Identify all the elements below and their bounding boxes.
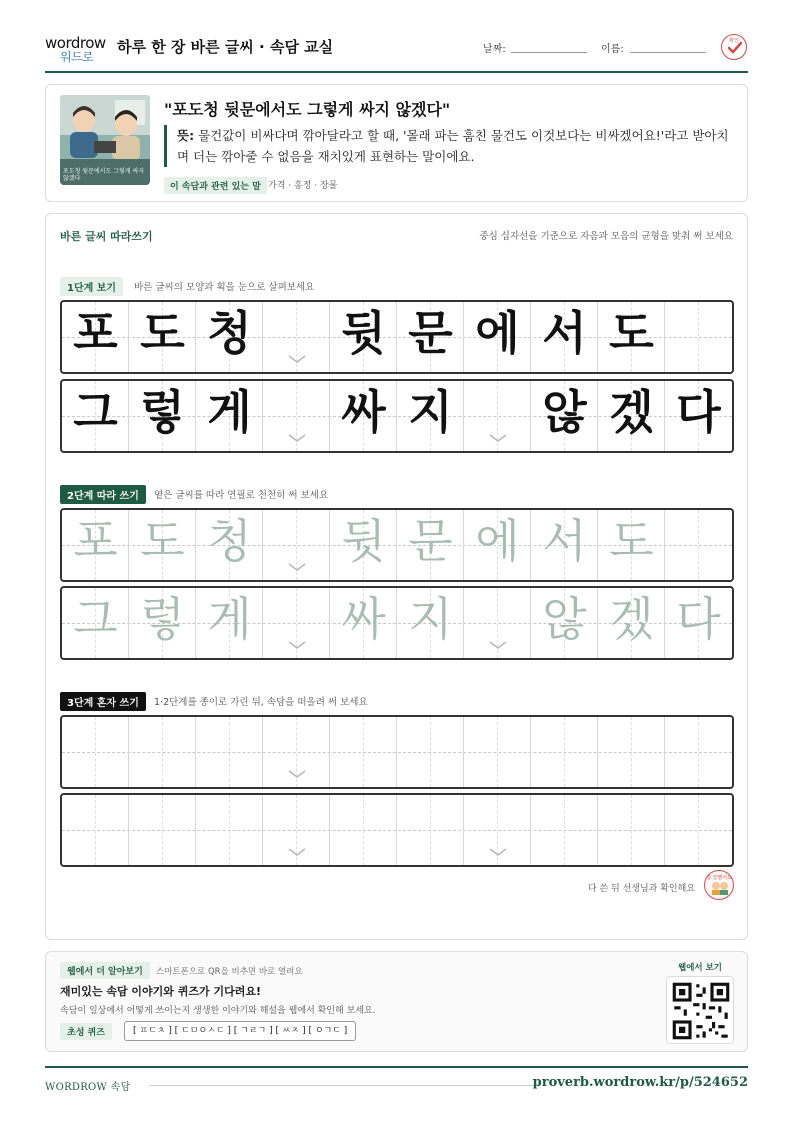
- grid-cell: [62, 302, 129, 372]
- grid-char: 포: [73, 306, 118, 360]
- kids-icon: [711, 881, 729, 895]
- grid-cell: [196, 381, 263, 451]
- grid-cell[interactable]: [464, 795, 531, 865]
- grid-cell: [196, 510, 263, 580]
- name-field[interactable]: [630, 52, 706, 53]
- grid-char: 그: [73, 592, 118, 646]
- page-footer: [45, 1066, 748, 1096]
- grid-cell: [531, 588, 598, 658]
- space-mark-icon: [287, 354, 307, 364]
- grid-cell: [62, 588, 129, 658]
- grid-char: 서: [542, 514, 587, 568]
- grid-cell: [196, 302, 263, 372]
- meaning-text: 물건값이 비싸다며 깎아달라고 할 때, '몰래 파는 훔친 물건도 이것보다는 비싸겠어요!'라고 받아치며 더는 깎아줄 수 없음을 재치있게 표현하는 말이에요.: [177, 128, 729, 164]
- qr-icon: [668, 978, 734, 1044]
- stage1-hint: 바른 글씨의 모양과 획을 눈으로 살펴보세요: [134, 282, 315, 293]
- grid-char: 않: [542, 385, 587, 439]
- teacher-stamp: [704, 870, 734, 900]
- more-tag: 웹에서 더 알아보기: [60, 962, 150, 979]
- stage2-line2[interactable]: [60, 586, 734, 660]
- grid-cell: [129, 588, 196, 658]
- grid-cell: [397, 510, 464, 580]
- grid-cell[interactable]: [62, 795, 129, 865]
- proverb-meaning: [164, 125, 734, 167]
- stage2-line1[interactable]: [60, 508, 734, 582]
- grid-cell[interactable]: [531, 795, 598, 865]
- grid-char: 겠: [609, 592, 654, 646]
- grid-char: 싸: [341, 385, 386, 439]
- stage3-label: 3단계 혼자 쓰기: [60, 692, 146, 711]
- logo-top-text: wordrow: [45, 34, 106, 52]
- grid-cell: [531, 510, 598, 580]
- teacher-note: 다 쓴 뒤 선생님과 확인해요: [587, 884, 695, 894]
- grid-cell[interactable]: [598, 795, 665, 865]
- grid-cell: [598, 302, 665, 372]
- stage3-line1[interactable]: [60, 715, 734, 789]
- grid-cell: [598, 588, 665, 658]
- name-label: 이름:: [601, 44, 624, 55]
- grid-char: 뒷: [341, 514, 386, 568]
- web-more-box: [45, 951, 748, 1052]
- stage2-label: 2단계 따라 쓰기: [60, 485, 146, 504]
- grid-cell: [665, 510, 732, 580]
- grid-cell[interactable]: [330, 795, 397, 865]
- grid-cell: [129, 510, 196, 580]
- grid-char: 렇: [140, 592, 185, 646]
- footer-divider: [149, 1085, 536, 1086]
- grid-char: 다: [676, 592, 721, 646]
- grid-char: 서: [542, 306, 587, 360]
- grid-char: 포: [73, 514, 118, 568]
- grid-cell: [330, 588, 397, 658]
- more-hint: 스마트폰으로 QR을 비추면 바로 열려요: [156, 967, 303, 977]
- grid-char: 지: [408, 385, 453, 439]
- grid-char: 에: [475, 306, 520, 360]
- grid-cell: [330, 302, 397, 372]
- practice-title: 바른 글씨 따라쓰기: [60, 230, 153, 243]
- grid-cell: [330, 381, 397, 451]
- grid-cell[interactable]: [531, 717, 598, 787]
- grid-char: 그: [73, 385, 118, 439]
- grid-cell[interactable]: [397, 717, 464, 787]
- footer-url[interactable]: proverb.wordrow.kr/p/524652: [532, 1075, 748, 1090]
- grid-cell[interactable]: [196, 717, 263, 787]
- grid-cell: [665, 381, 732, 451]
- practice-hint: 중심 십자선을 기준으로 자음과 모음의 균형을 맞춰 써 보세요: [479, 231, 733, 242]
- space-mark-icon: [287, 433, 307, 443]
- grid-cell: [263, 510, 330, 580]
- related-label: 이 속담과 관련 있는 말: [164, 177, 267, 194]
- more-title: 재미있는 속담 이야기와 퀴즈가 기다려요!: [60, 985, 261, 998]
- grid-cell[interactable]: [330, 717, 397, 787]
- grid-cell[interactable]: [129, 717, 196, 787]
- stage1-line1: [60, 300, 734, 374]
- space-mark-icon: [287, 562, 307, 572]
- grid-char: 지: [408, 592, 453, 646]
- grid-char: 도: [609, 306, 654, 360]
- stage3-line2[interactable]: [60, 793, 734, 867]
- grid-cell: [62, 510, 129, 580]
- meaning-label: 뜻:: [177, 128, 195, 143]
- grid-char: 청: [207, 514, 252, 568]
- grid-cell: [263, 381, 330, 451]
- grid-cell: [464, 381, 531, 451]
- grid-cell: [129, 302, 196, 372]
- grid-cell: [397, 381, 464, 451]
- grid-char: 않: [542, 592, 587, 646]
- web-view-label: 웹에서 보기: [677, 963, 722, 973]
- date-label: 날짜:: [483, 44, 506, 55]
- proverb-card: [45, 84, 748, 202]
- grid-cell: [665, 302, 732, 372]
- illustration-caption: 포도청 뒷문에서도 그렇게 싸지 않겠다: [63, 168, 145, 182]
- grid-cell[interactable]: [665, 795, 732, 865]
- grid-char: 렇: [140, 385, 185, 439]
- footer-brand: WORDROW 속담: [45, 1082, 131, 1093]
- stage3-hint: 1·2단계를 종이로 가린 뒤, 속담을 떠올려 써 보세요: [154, 697, 368, 708]
- space-mark-icon: [488, 847, 508, 857]
- grid-char: 게: [207, 385, 252, 439]
- grid-char: 도: [609, 514, 654, 568]
- qr-code[interactable]: [666, 976, 734, 1044]
- logo-bottom-text: 워드로: [60, 50, 94, 64]
- space-mark-icon: [287, 769, 307, 779]
- wordrow-logo: [45, 34, 107, 64]
- related-words: 가격 · 흥정 · 장물: [268, 181, 338, 191]
- grid-char: 청: [207, 306, 252, 360]
- grid-cell: [665, 588, 732, 658]
- stage2-hint: 옅은 글씨를 따라 연필로 천천히 써 보세요: [154, 490, 329, 501]
- grid-cell: [62, 381, 129, 451]
- space-mark-icon: [287, 640, 307, 650]
- grid-cell[interactable]: [263, 795, 330, 865]
- grid-char: 싸: [341, 592, 386, 646]
- grid-cell: [263, 588, 330, 658]
- grid-cell: [598, 510, 665, 580]
- grid-cell: [397, 302, 464, 372]
- grid-cell: [129, 381, 196, 451]
- grid-cell[interactable]: [665, 717, 732, 787]
- stamp-text: 확인: [729, 38, 739, 44]
- grid-char: 문: [408, 306, 453, 360]
- grid-char: 도: [140, 306, 185, 360]
- check-stamp: [721, 34, 747, 60]
- grid-cell[interactable]: [598, 717, 665, 787]
- grid-cell: [464, 302, 531, 372]
- check-icon: [728, 42, 742, 54]
- grid-char: 다: [676, 385, 721, 439]
- space-mark-icon: [488, 640, 508, 650]
- grid-cell: [531, 302, 598, 372]
- grid-cell[interactable]: [464, 717, 531, 787]
- grid-cell: [464, 588, 531, 658]
- grid-char: 겠: [609, 385, 654, 439]
- page-title: 하루 한 장 바른 글씨 · 속담 교실: [117, 38, 334, 56]
- grid-char: 도: [140, 514, 185, 568]
- grid-cell: [598, 381, 665, 451]
- grid-cell[interactable]: [263, 717, 330, 787]
- grid-cell[interactable]: [62, 717, 129, 787]
- grid-cell: [531, 381, 598, 451]
- quiz-label: 초성 퀴즈: [60, 1023, 112, 1040]
- grid-cell: [263, 302, 330, 372]
- stage1-label: 1단계 보기: [60, 277, 123, 296]
- space-mark-icon: [287, 847, 307, 857]
- grid-char: 문: [408, 514, 453, 568]
- grid-char: 에: [475, 514, 520, 568]
- stage1-line2: [60, 379, 734, 453]
- teacher-stamp-text: 참 잘했어요: [706, 875, 732, 881]
- date-field[interactable]: [511, 52, 587, 53]
- handwriting-practice: [45, 213, 748, 940]
- grid-cell[interactable]: [397, 795, 464, 865]
- grid-cell[interactable]: [129, 795, 196, 865]
- page-header: [45, 30, 748, 73]
- space-mark-icon: [488, 433, 508, 443]
- more-desc: 속담이 일상에서 어떻게 쓰이는지 생생한 이야기와 해설을 웹에서 확인해 보세요.: [60, 1006, 376, 1016]
- grid-cell: [397, 588, 464, 658]
- grid-cell: [464, 510, 531, 580]
- grid-char: 게: [207, 592, 252, 646]
- grid-cell: [330, 510, 397, 580]
- proverb-title: "포도청 뒷문에서도 그렇게 싸지 않겠다": [164, 100, 451, 119]
- grid-cell[interactable]: [196, 795, 263, 865]
- grid-cell: [196, 588, 263, 658]
- chosung-quiz: [ ㅍㄷㅊ ] [ ㄷㅁㅇㅅㄷ ] [ ㄱㄹㄱ ] [ ㅆㅈ ] [ ㅇㄱㄷ ]: [124, 1021, 356, 1041]
- proverb-illustration: [60, 95, 150, 185]
- grid-char: 뒷: [341, 306, 386, 360]
